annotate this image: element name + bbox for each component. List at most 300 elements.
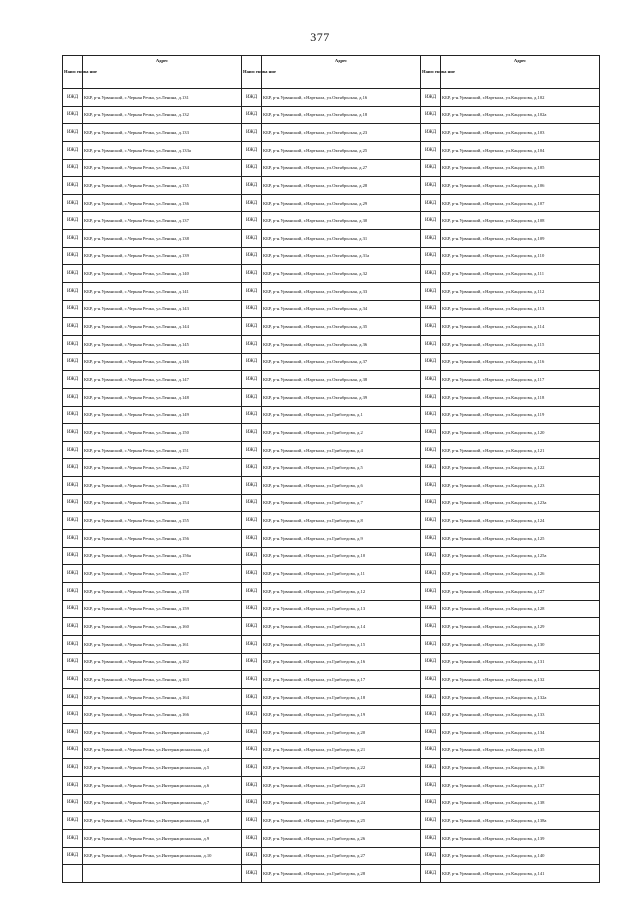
type-cell: ИЖД xyxy=(63,371,83,389)
address-cell: КБР, р-н.Урванский, г.Нарткала, ул.Кандохова, д.118 xyxy=(441,388,600,406)
type-cell: ИЖД xyxy=(242,141,262,159)
address-cell: КБР, р-н.Урванский, с.Черная Речка, ул.Ленина, д.157 xyxy=(83,565,242,583)
address-cell: КБР, р-н.Урванский, с.Черная Речка, ул.Ленина, д.151 xyxy=(83,441,242,459)
header-address-1: Адрес xyxy=(83,56,242,89)
address-cell: КБР, р-н.Урванский, г.Нарткала, ул.Кандохова, д.129 xyxy=(441,618,600,636)
table-row xyxy=(63,724,600,742)
address-cell: КБР, р-н.Урванский, г.Нарткала, ул.Кандохова, д.108 xyxy=(441,212,600,230)
address-cell: КБР, р-н.Урванский, г.Нарткала, ул.Октябрьская, д.28 xyxy=(262,177,421,195)
table-row xyxy=(63,759,600,777)
type-cell: ИЖД xyxy=(63,353,83,371)
address-cell: КБР, р-н.Урванский, г.Нарткала, ул.Кандохова, д.126 xyxy=(441,565,600,583)
address-cell: КБР, р-н.Урванский, г.Нарткала, ул.Кандохова, д.140 xyxy=(441,847,600,865)
address-cell: КБР, р-н.Урванский, г.Нарткала, ул.Кандохова, д.104 xyxy=(441,141,600,159)
type-cell: ИЖД xyxy=(63,741,83,759)
address-cell: КБР, р-н.Урванский, с.Черная Речка, ул.Ленина, д.148 xyxy=(83,388,242,406)
type-cell: ИЖД xyxy=(242,283,262,301)
address-cell: КБР, р-н.Урванский, г.Нарткала, ул.Кандохова, д.103 xyxy=(441,124,600,142)
table-row xyxy=(63,388,600,406)
type-cell: ИЖД xyxy=(421,618,441,636)
type-cell: ИЖД xyxy=(63,89,83,107)
type-cell: ИЖД xyxy=(242,530,262,548)
address-cell: КБР, р-н.Урванский, г.Нарткала, ул.Кандохова, д.124 xyxy=(441,512,600,530)
address-cell: КБР, р-н.Урванский, г.Нарткала, ул.Грибоедова, д.22 xyxy=(262,759,421,777)
type-cell: ИЖД xyxy=(421,265,441,283)
address-cell: КБР, р-н.Урванский, г.Нарткала, ул.Грибоедова, д.16 xyxy=(262,653,421,671)
type-cell: ИЖД xyxy=(63,706,83,724)
type-cell: ИЖД xyxy=(421,124,441,142)
address-cell: КБР, р-н.Урванский, г.Нарткала, ул.Кандохова, д.135 xyxy=(441,741,600,759)
type-cell: ИЖД xyxy=(63,406,83,424)
type-cell xyxy=(63,865,83,883)
address-cell: КБР, р-н.Урванский, г.Нарткала, ул.Октябрьская, д.31 xyxy=(262,230,421,248)
type-cell: ИЖД xyxy=(63,141,83,159)
address-cell: КБР, р-н.Урванский, г.Нарткала, ул.Кандохова, д.138 xyxy=(441,794,600,812)
type-cell: ИЖД xyxy=(242,759,262,777)
address-cell: КБР, р-н.Урванский, г.Нарткала, ул.Грибоедова, д.17 xyxy=(262,671,421,689)
type-cell: ИЖД xyxy=(242,424,262,442)
address-cell: КБР, р-н.Урванский, г.Нарткала, ул.Грибоедова, д.21 xyxy=(262,741,421,759)
address-cell: КБР, р-н.Урванский, с.Черная Речка, ул.Ленина, д.156а xyxy=(83,547,242,565)
address-cell: КБР, р-н.Урванский, г.Нарткала, ул.Кандохова, д.114 xyxy=(441,318,600,336)
type-cell: ИЖД xyxy=(421,565,441,583)
type-cell: ИЖД xyxy=(242,124,262,142)
address-cell: КБР, р-н.Урванский, г.Нарткала, ул.Октябрьская, д.37 xyxy=(262,353,421,371)
address-cell: КБР, р-н.Урванский, с.Черная Речка, ул.Ленина, д.159 xyxy=(83,600,242,618)
type-cell: ИЖД xyxy=(421,300,441,318)
address-cell: КБР, р-н.Урванский, г.Нарткала, ул.Октябрьская, д.32 xyxy=(262,265,421,283)
type-cell: ИЖД xyxy=(242,812,262,830)
address-cell: КБР, р-н.Урванский, г.Нарткала, ул.Грибоедова, д.15 xyxy=(262,635,421,653)
type-cell: ИЖД xyxy=(421,582,441,600)
type-cell: ИЖД xyxy=(242,706,262,724)
table-header-row xyxy=(63,56,600,89)
address-cell: КБР, р-н.Урванский, г.Нарткала, ул.Кандохова, д.113 xyxy=(441,300,600,318)
type-cell: ИЖД xyxy=(63,124,83,142)
type-cell: ИЖД xyxy=(242,653,262,671)
type-cell: ИЖД xyxy=(242,565,262,583)
type-cell: ИЖД xyxy=(421,512,441,530)
type-cell: ИЖД xyxy=(63,459,83,477)
address-cell: КБР, р-н.Урванский, г.Нарткала, ул.Кандохова, д.111 xyxy=(441,265,600,283)
address-cell: КБР, р-н.Урванский, с.Черная Речка, ул.Ленина, д.138 xyxy=(83,230,242,248)
table-row xyxy=(63,89,600,107)
type-cell: ИЖД xyxy=(421,230,441,248)
type-cell: ИЖД xyxy=(421,794,441,812)
type-cell: ИЖД xyxy=(242,159,262,177)
type-cell: ИЖД xyxy=(242,388,262,406)
address-cell: КБР, р-н.Урванский, г.Нарткала, ул.Грибоедова, д.28 xyxy=(262,865,421,883)
table-row xyxy=(63,230,600,248)
type-cell: ИЖД xyxy=(242,829,262,847)
table-row xyxy=(63,671,600,689)
type-cell: ИЖД xyxy=(63,671,83,689)
type-cell: ИЖД xyxy=(63,530,83,548)
type-cell: ИЖД xyxy=(63,618,83,636)
table-row xyxy=(63,424,600,442)
address-cell: КБР, р-н.Урванский, г.Нарткала, ул.Октябрьская, д.27 xyxy=(262,159,421,177)
type-cell: ИЖД xyxy=(242,847,262,865)
type-cell: ИЖД xyxy=(242,865,262,883)
table-row xyxy=(63,371,600,389)
type-cell: ИЖД xyxy=(242,477,262,495)
address-cell: КБР, р-н.Урванский, г.Нарткала, ул.Грибоедова, д.19 xyxy=(262,706,421,724)
type-cell: ИЖД xyxy=(242,300,262,318)
type-cell: ИЖД xyxy=(421,776,441,794)
address-cell: КБР, р-н.Урванский, с.Черная Речка, ул.Ленина, д.143 xyxy=(83,300,242,318)
type-cell: ИЖД xyxy=(242,459,262,477)
table-row xyxy=(63,812,600,830)
type-cell: ИЖД xyxy=(242,353,262,371)
type-cell: ИЖД xyxy=(63,318,83,336)
type-cell: ИЖД xyxy=(63,335,83,353)
type-cell: ИЖД xyxy=(63,776,83,794)
address-cell: КБР, р-н.Урванский, с.Черная Речка, ул.Ленина, д.140 xyxy=(83,265,242,283)
table-row xyxy=(63,177,600,195)
type-cell: ИЖД xyxy=(242,106,262,124)
address-cell: КБР, р-н.Урванский, г.Нарткала, ул.Октябрьская, д.23 xyxy=(262,124,421,142)
type-cell: ИЖД xyxy=(421,530,441,548)
type-cell: ИЖД xyxy=(63,600,83,618)
header-type-3: Наим енова ние xyxy=(421,56,441,89)
table-row xyxy=(63,441,600,459)
type-cell: ИЖД xyxy=(63,512,83,530)
type-cell: ИЖД xyxy=(421,441,441,459)
type-cell: ИЖД xyxy=(421,812,441,830)
address-cell: КБР, р-н.Урванский, г.Нарткала, ул.Кандохова, д.134 xyxy=(441,724,600,742)
type-cell: ИЖД xyxy=(421,177,441,195)
address-cell: КБР, р-н.Урванский, г.Нарткала, ул.Октябрьская, д.31а xyxy=(262,247,421,265)
type-cell: ИЖД xyxy=(242,688,262,706)
address-cell: КБР, р-н.Урванский, г.Нарткала, ул.Кандохова, д.102 xyxy=(441,89,600,107)
header-address-2: Адрес xyxy=(262,56,421,89)
address-cell: КБР, р-н.Урванский, с.Черная Речка, ул.Ленина, д.152 xyxy=(83,459,242,477)
table-row xyxy=(63,600,600,618)
address-cell: КБР, р-н.Урванский, г.Нарткала, ул.Кандохова, д.132а xyxy=(441,688,600,706)
address-cell: КБР, р-н.Урванский, г.Нарткала, ул.Кандохова, д.133 xyxy=(441,706,600,724)
type-cell: ИЖД xyxy=(63,212,83,230)
address-cell: КБР, р-н.Урванский, г.Нарткала, ул.Кандохова, д.106 xyxy=(441,177,600,195)
table-row xyxy=(63,741,600,759)
address-cell: КБР, р-н.Урванский, с.Черная Речка, ул.Ленина, д.161 xyxy=(83,635,242,653)
address-cell: КБР, р-н.Урванский, г.Нарткала, ул.Кандохова, д.112 xyxy=(441,283,600,301)
type-cell: ИЖД xyxy=(421,406,441,424)
table-row xyxy=(63,406,600,424)
type-cell: ИЖД xyxy=(63,635,83,653)
address-cell: КБР, р-н.Урванский, с.Черная Речка, ул.Ленина, д.141 xyxy=(83,283,242,301)
type-cell: ИЖД xyxy=(421,159,441,177)
address-cell: КБР, р-н.Урванский, с.Черная Речка, ул.Ленина, д.146 xyxy=(83,353,242,371)
type-cell: ИЖД xyxy=(63,106,83,124)
table-row xyxy=(63,318,600,336)
table-row xyxy=(63,847,600,865)
address-cell: КБР, р-н.Урванский, с.Черная Речка, ул.Интернациональная, д.9 xyxy=(83,829,242,847)
address-cell: КБР, р-н.Урванский, г.Нарткала, ул.Грибоедова, д.1 xyxy=(262,406,421,424)
address-cell: КБР, р-н.Урванский, г.Нарткала, ул.Кандохова, д.136 xyxy=(441,759,600,777)
address-cell: КБР, р-н.Урванский, г.Нарткала, ул.Октябрьская, д.36 xyxy=(262,335,421,353)
address-cell: КБР, р-н.Урванский, г.Нарткала, ул.Грибоедова, д.4 xyxy=(262,441,421,459)
address-cell: КБР, р-н.Урванский, г.Нарткала, ул.Кандохова, д.105 xyxy=(441,159,600,177)
type-cell: ИЖД xyxy=(242,265,262,283)
type-cell: ИЖД xyxy=(63,441,83,459)
address-cell xyxy=(83,865,242,883)
address-cell: КБР, р-н.Урванский, г.Нарткала, ул.Грибоедова, д.20 xyxy=(262,724,421,742)
address-cell: КБР, р-н.Урванский, г.Нарткала, ул.Грибоедова, д.8 xyxy=(262,512,421,530)
address-cell: КБР, р-н.Урванский, г.Нарткала, ул.Октябрьская, д.35 xyxy=(262,318,421,336)
address-cell: КБР, р-н.Урванский, г.Нарткала, ул.Октябрьская, д.18 xyxy=(262,106,421,124)
table-row xyxy=(63,565,600,583)
type-cell: ИЖД xyxy=(63,653,83,671)
header-type-1: Наим енова ние xyxy=(63,56,83,89)
type-cell: ИЖД xyxy=(63,300,83,318)
address-cell: КБР, р-н.Урванский, г.Нарткала, ул.Грибоедова, д.27 xyxy=(262,847,421,865)
type-cell: ИЖД xyxy=(421,547,441,565)
address-cell: КБР, р-н.Урванский, г.Нарткала, ул.Грибоедова, д.23 xyxy=(262,776,421,794)
type-cell: ИЖД xyxy=(421,89,441,107)
type-cell: ИЖД xyxy=(421,194,441,212)
type-cell: ИЖД xyxy=(63,688,83,706)
table-row xyxy=(63,212,600,230)
type-cell: ИЖД xyxy=(242,177,262,195)
address-cell: КБР, р-н.Урванский, с.Черная Речка, ул.Ленина, д.137 xyxy=(83,212,242,230)
address-cell: КБР, р-н.Урванский, г.Нарткала, ул.Грибоедова, д.11 xyxy=(262,565,421,583)
type-cell: ИЖД xyxy=(242,600,262,618)
address-cell: КБР, р-н.Урванский, с.Черная Речка, ул.Интернациональная, д.4 xyxy=(83,741,242,759)
type-cell: ИЖД xyxy=(421,759,441,777)
type-cell: ИЖД xyxy=(421,388,441,406)
address-cell: КБР, р-н.Урванский, г.Нарткала, ул.Октябрьская, д.30 xyxy=(262,212,421,230)
address-cell: КБР, р-н.Урванский, г.Нарткала, ул.Грибоедова, д.13 xyxy=(262,600,421,618)
address-cell: КБР, р-н.Урванский, г.Нарткала, ул.Кандохова, д.121 xyxy=(441,441,600,459)
table-row xyxy=(63,106,600,124)
address-cell: КБР, р-н.Урванский, с.Черная Речка, ул.Ленина, д.139 xyxy=(83,247,242,265)
address-cell: КБР, р-н.Урванский, с.Черная Речка, ул.Ленина, д.135 xyxy=(83,177,242,195)
address-cell: КБР, р-н.Урванский, г.Нарткала, ул.Кандохова, д.131 xyxy=(441,653,600,671)
type-cell: ИЖД xyxy=(421,247,441,265)
type-cell: ИЖД xyxy=(242,89,262,107)
table-row xyxy=(63,582,600,600)
type-cell: ИЖД xyxy=(242,371,262,389)
address-cell: КБР, р-н.Урванский, г.Нарткала, ул.Кандохова, д.102а xyxy=(441,106,600,124)
address-cell: КБР, р-н.Урванский, г.Нарткала, ул.Кандохова, д.125 xyxy=(441,530,600,548)
table-row xyxy=(63,829,600,847)
table-row xyxy=(63,547,600,565)
type-cell: ИЖД xyxy=(421,688,441,706)
address-cell: КБР, р-н.Урванский, с.Черная Речка, ул.Ленина, д.160 xyxy=(83,618,242,636)
type-cell: ИЖД xyxy=(242,582,262,600)
address-cell: КБР, р-н.Урванский, г.Нарткала, ул.Грибоедова, д.14 xyxy=(262,618,421,636)
type-cell: ИЖД xyxy=(63,265,83,283)
address-cell: КБР, р-н.Урванский, с.Черная Речка, ул.Ленина, д.158 xyxy=(83,582,242,600)
type-cell: ИЖД xyxy=(242,335,262,353)
address-cell: КБР, р-н.Урванский, г.Нарткала, ул.Октябрьская, д.29 xyxy=(262,194,421,212)
address-cell: КБР, р-н.Урванский, с.Черная Речка, ул.Ленина, д.144 xyxy=(83,318,242,336)
table-row xyxy=(63,618,600,636)
type-cell: ИЖД xyxy=(63,194,83,212)
address-cell: КБР, р-н.Урванский, с.Черная Речка, ул.Интернациональная, д.10 xyxy=(83,847,242,865)
type-cell: ИЖД xyxy=(63,477,83,495)
type-cell: ИЖД xyxy=(63,724,83,742)
address-cell: КБР, р-н.Урванский, с.Черная Речка, ул.Ленина, д.155 xyxy=(83,512,242,530)
address-cell: КБР, р-н.Урванский, с.Черная Речка, ул.Ленина, д.145 xyxy=(83,335,242,353)
address-cell: КБР, р-н.Урванский, г.Нарткала, ул.Грибоедова, д.24 xyxy=(262,794,421,812)
type-cell: ИЖД xyxy=(421,741,441,759)
type-cell: ИЖД xyxy=(242,441,262,459)
address-cell: КБР, р-н.Урванский, г.Нарткала, ул.Кандохова, д.130 xyxy=(441,635,600,653)
type-cell: ИЖД xyxy=(421,600,441,618)
type-cell: ИЖД xyxy=(242,512,262,530)
address-cell: КБР, р-н.Урванский, г.Нарткала, ул.Кандохова, д.119 xyxy=(441,406,600,424)
table-row xyxy=(63,706,600,724)
type-cell: ИЖД xyxy=(63,494,83,512)
table-row xyxy=(63,477,600,495)
table-row xyxy=(63,530,600,548)
address-cell: КБР, р-н.Урванский, г.Нарткала, ул.Кандохова, д.116 xyxy=(441,353,600,371)
address-cell: КБР, р-н.Урванский, г.Нарткала, ул.Грибоедова, д.7 xyxy=(262,494,421,512)
table-row xyxy=(63,653,600,671)
address-cell: КБР, р-н.Урванский, с.Черная Речка, ул.Интернациональная, д.5 xyxy=(83,759,242,777)
address-cell: КБР, р-н.Урванский, г.Нарткала, ул.Кандохова, д.115 xyxy=(441,335,600,353)
type-cell: ИЖД xyxy=(242,318,262,336)
type-cell: ИЖД xyxy=(63,582,83,600)
type-cell: ИЖД xyxy=(421,865,441,883)
type-cell: ИЖД xyxy=(63,388,83,406)
address-cell: КБР, р-н.Урванский, с.Черная Речка, ул.Ленина, д.163 xyxy=(83,671,242,689)
type-cell: ИЖД xyxy=(63,812,83,830)
type-cell: ИЖД xyxy=(421,106,441,124)
table-row xyxy=(63,300,600,318)
type-cell: ИЖД xyxy=(242,247,262,265)
type-cell: ИЖД xyxy=(242,794,262,812)
address-cell: КБР, р-н.Урванский, с.Черная Речка, ул.Ленина, д.162 xyxy=(83,653,242,671)
type-cell: ИЖД xyxy=(242,230,262,248)
address-cell: КБР, р-н.Урванский, г.Нарткала, ул.Кандохова, д.125а xyxy=(441,547,600,565)
type-cell: ИЖД xyxy=(421,424,441,442)
address-cell: КБР, р-н.Урванский, с.Черная Речка, ул.Интернациональная, д.2 xyxy=(83,724,242,742)
type-cell: ИЖД xyxy=(63,847,83,865)
address-cell: КБР, р-н.Урванский, с.Черная Речка, ул.Ленина, д.131 xyxy=(83,89,242,107)
table-row xyxy=(63,335,600,353)
type-cell: ИЖД xyxy=(63,177,83,195)
header-address-3: Адрес xyxy=(441,56,600,89)
table-row xyxy=(63,635,600,653)
type-cell: ИЖД xyxy=(421,706,441,724)
address-cell: КБР, р-н.Урванский, с.Черная Речка, ул.Ленина, д.149 xyxy=(83,406,242,424)
address-cell: КБР, р-н.Урванский, с.Черная Речка, ул.Ленина, д.133а xyxy=(83,141,242,159)
type-cell: ИЖД xyxy=(63,230,83,248)
address-cell: КБР, р-н.Урванский, с.Черная Речка, ул.Ленина, д.153 xyxy=(83,477,242,495)
type-cell: ИЖД xyxy=(63,759,83,777)
type-cell: ИЖД xyxy=(242,406,262,424)
type-cell: ИЖД xyxy=(63,247,83,265)
address-cell: КБР, р-н.Урванский, с.Черная Речка, ул.Ленина, д.147 xyxy=(83,371,242,389)
address-cell: КБР, р-н.Урванский, г.Нарткала, ул.Кандохова, д.122 xyxy=(441,459,600,477)
address-cell: КБР, р-н.Урванский, г.Нарткала, ул.Октябрьская, д.38 xyxy=(262,371,421,389)
type-cell: ИЖД xyxy=(421,335,441,353)
table-row xyxy=(63,194,600,212)
type-cell: ИЖД xyxy=(242,494,262,512)
table-row xyxy=(63,776,600,794)
address-cell: КБР, р-н.Урванский, г.Нарткала, ул.Кандохова, д.109 xyxy=(441,230,600,248)
type-cell: ИЖД xyxy=(63,159,83,177)
type-cell: ИЖД xyxy=(242,724,262,742)
type-cell: ИЖД xyxy=(63,565,83,583)
type-cell: ИЖД xyxy=(421,459,441,477)
type-cell: ИЖД xyxy=(421,724,441,742)
type-cell: ИЖД xyxy=(421,847,441,865)
address-cell: КБР, р-н.Урванский, г.Нарткала, ул.Кандохова, д.128 xyxy=(441,600,600,618)
table-row xyxy=(63,459,600,477)
address-cell: КБР, р-н.Урванский, с.Черная Речка, ул.Ленина, д.133 xyxy=(83,124,242,142)
address-cell: КБР, р-н.Урванский, с.Черная Речка, ул.Ленина, д.150 xyxy=(83,424,242,442)
type-cell: ИЖД xyxy=(421,477,441,495)
table-row xyxy=(63,141,600,159)
type-cell: ИЖД xyxy=(421,635,441,653)
address-cell: КБР, р-н.Урванский, г.Нарткала, ул.Грибоедова, д.12 xyxy=(262,582,421,600)
type-cell: ИЖД xyxy=(242,547,262,565)
address-cell: КБР, р-н.Урванский, г.Нарткала, ул.Грибоедова, д.5 xyxy=(262,459,421,477)
address-cell: КБР, р-н.Урванский, с.Черная Речка, ул.Ленина, д.166 xyxy=(83,706,242,724)
header-type-2: Наим енова ние xyxy=(242,56,262,89)
address-cell: КБР, р-н.Урванский, с.Черная Речка, ул.Ленина, д.134 xyxy=(83,159,242,177)
type-cell: ИЖД xyxy=(63,547,83,565)
type-cell: ИЖД xyxy=(421,371,441,389)
address-cell: КБР, р-н.Урванский, г.Нарткала, ул.Грибоедова, д.2 xyxy=(262,424,421,442)
address-cell: КБР, р-н.Урванский, г.Нарткала, ул.Кандохова, д.137 xyxy=(441,776,600,794)
type-cell: ИЖД xyxy=(63,424,83,442)
address-cell: КБР, р-н.Урванский, г.Нарткала, ул.Кандохова, д.139 xyxy=(441,829,600,847)
address-cell: КБР, р-н.Урванский, г.Нарткала, ул.Кандохова, д.127 xyxy=(441,582,600,600)
address-cell: КБР, р-н.Урванский, г.Нарткала, ул.Кандохова, д.123а xyxy=(441,494,600,512)
address-cell: КБР, р-н.Урванский, с.Черная Речка, ул.Интернациональная, д.7 xyxy=(83,794,242,812)
address-cell: КБР, р-н.Урванский, г.Нарткала, ул.Кандохова, д.123 xyxy=(441,477,600,495)
type-cell: ИЖД xyxy=(421,353,441,371)
address-cell: КБР, р-н.Урванский, г.Нарткала, ул.Октябрьская, д.25 xyxy=(262,141,421,159)
address-cell: КБР, р-н.Урванский, г.Нарткала, ул.Октябрьская, д.33 xyxy=(262,283,421,301)
type-cell: ИЖД xyxy=(421,141,441,159)
table-row xyxy=(63,265,600,283)
type-cell: ИЖД xyxy=(421,318,441,336)
table-row xyxy=(63,159,600,177)
type-cell: ИЖД xyxy=(63,829,83,847)
address-cell: КБР, р-н.Урванский, г.Нарткала, ул.Октябрьская, д.34 xyxy=(262,300,421,318)
table-row xyxy=(63,512,600,530)
address-cell: КБР, р-н.Урванский, г.Нарткала, ул.Октябрьская, д.39 xyxy=(262,388,421,406)
type-cell: ИЖД xyxy=(421,671,441,689)
table-row xyxy=(63,688,600,706)
address-cell: КБР, р-н.Урванский, г.Нарткала, ул.Грибоедова, д.10 xyxy=(262,547,421,565)
address-table-container xyxy=(62,55,600,875)
type-cell: ИЖД xyxy=(63,283,83,301)
table-row xyxy=(63,283,600,301)
table-row xyxy=(63,794,600,812)
address-cell: КБР, р-н.Урванский, г.Нарткала, ул.Кандохова, д.120 xyxy=(441,424,600,442)
address-cell: КБР, р-н.Урванский, с.Черная Речка, ул.Ленина, д.156 xyxy=(83,530,242,548)
address-cell: КБР, р-н.Урванский, г.Нарткала, ул.Кандохова, д.132 xyxy=(441,671,600,689)
address-cell: КБР, р-н.Урванский, г.Нарткала, ул.Грибоедова, д.26 xyxy=(262,829,421,847)
table-row xyxy=(63,865,600,883)
type-cell: ИЖД xyxy=(63,794,83,812)
type-cell: ИЖД xyxy=(242,194,262,212)
type-cell: ИЖД xyxy=(421,653,441,671)
address-cell: КБР, р-н.Урванский, г.Нарткала, ул.Грибоедова, д.18 xyxy=(262,688,421,706)
address-table xyxy=(62,55,600,883)
address-cell: КБР, р-н.Урванский, с.Черная Речка, ул.Ленина, д.132 xyxy=(83,106,242,124)
table-row xyxy=(63,353,600,371)
type-cell: ИЖД xyxy=(421,494,441,512)
address-cell: КБР, р-н.Урванский, г.Нарткала, ул.Грибоедова, д.6 xyxy=(262,477,421,495)
type-cell: ИЖД xyxy=(421,212,441,230)
